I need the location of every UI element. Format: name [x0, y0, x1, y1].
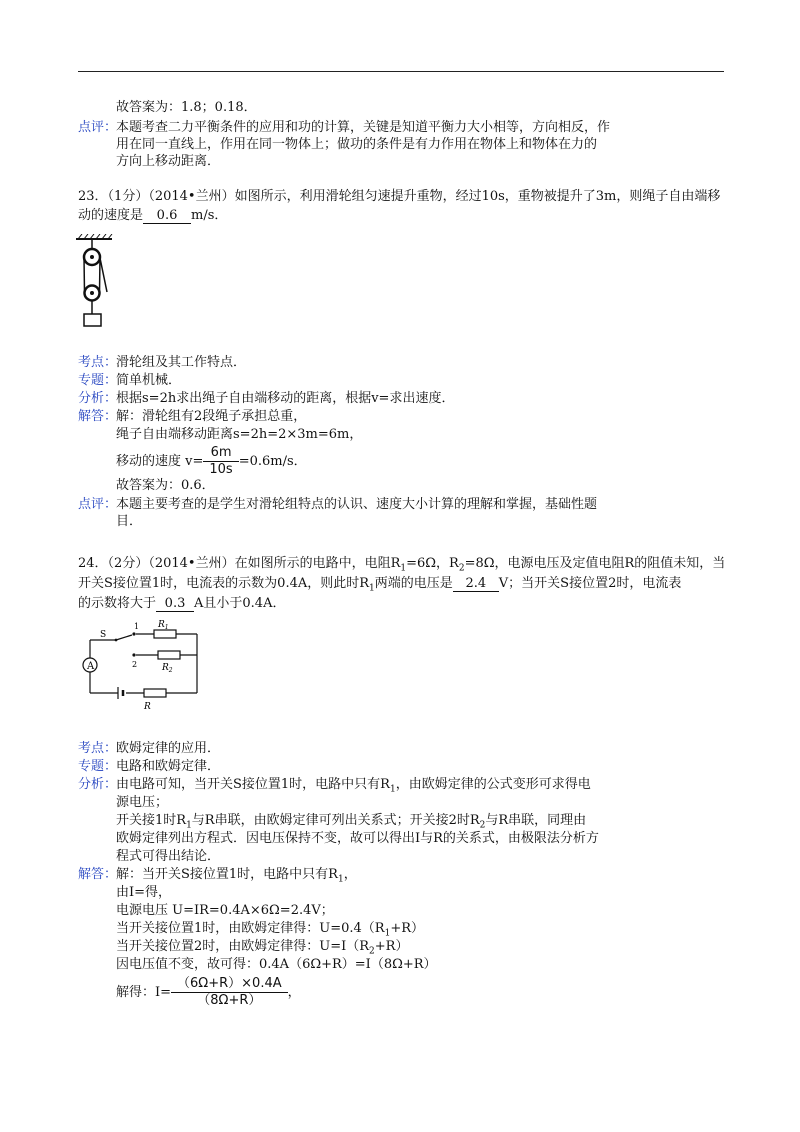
prev-comment-line: 用在同一直线上，作用在同一物体上；做功的条件是有力作用在物体上和物体在力的 — [116, 137, 598, 152]
q23-fenxi-tag: 分析： — [78, 391, 118, 406]
q24-kaodian-tag: 考点： — [78, 741, 118, 756]
q23-answer-blank: 0.6 — [143, 209, 191, 224]
q23-zhuanti: 简单机械． — [116, 373, 182, 388]
prev-comment-tag: 点评： — [78, 120, 118, 135]
q23-dianping-line: 本题主要考查的是学生对滑轮组特点的认识、速度大小计算的理解和掌握，基础性题 — [116, 497, 598, 512]
q24-fenxi-line1: 由电路可知，当开关S接位置1时，电路中只有$R_1$，由欧姆定律的公式变形可求得电 — [116, 777, 591, 795]
header-rule — [78, 71, 724, 72]
q24-zhuanti: 电路和欧姆定律． — [116, 759, 221, 774]
prev-comment-line: 本题考查二力平衡条件的应用和功的计算，关键是知道平衡力大小相等，方向相反，作 — [116, 120, 611, 135]
switch-position-2: 2 — [132, 660, 138, 669]
q24-jieda-line3: 电源电压 U=IR=0.4A×6Ω=2.4V； — [116, 903, 334, 918]
q23-dianping-line: 目． — [116, 514, 143, 529]
prev-comment-line: 方向上移动距离． — [116, 154, 221, 169]
q23-stem-line1: 23．（1分）（2014•兰州）如图所示，利用滑轮组匀速提升重物，经过10s，重物被提升了3m，则绳子自由端移 — [78, 189, 721, 204]
q24-final-formula: 解得：I= $\frac{(6\Omega+R)\times 0.4A}{(8\Omega+R)}$ ， — [116, 976, 301, 1008]
pulley-diagram — [74, 234, 118, 330]
q24-zhuanti-tag: 专题： — [78, 759, 118, 774]
q23-dianping-tag: 点评： — [78, 497, 118, 512]
q24-jieda-line2: 由I=得， — [116, 885, 172, 900]
q23-jieda-tag: 解答： — [78, 409, 118, 424]
switch-position-1: 1 — [134, 622, 140, 631]
q24-answer-blank-1: 2.4 — [453, 577, 499, 592]
prev-answer: 故答案为：1.8；0.18． — [116, 100, 257, 115]
speed-fraction: $\frac{6m}{10s}$ — [203, 445, 238, 478]
q23-jieda-line: 解：滑轮组有2段绳子承担总重， — [116, 409, 307, 424]
ammeter-label: A — [87, 661, 95, 672]
r1-label: $R_1$ — [158, 620, 169, 631]
current-fraction: $\frac{(6\Omega+R)\times 0.4A}{(8\Omega+R)}$ — [171, 976, 288, 1009]
q23-fenxi: 根据s=2h求出绳子自由端移动的距离，根据v=求出速度． — [116, 391, 455, 406]
q23-speed-formula: 移动的速度 v= $\frac{6m}{10s}$ =0.6m/s． — [116, 445, 307, 477]
r-label: R — [144, 702, 151, 712]
q24-stem-line1: 24．（2分）（2014•兰州）在如图所示的电路中，电阻$R_1=6\Omega$，$R_2=8\Omega$，电源电压及定值电阻R的阻值未知，当 — [78, 556, 726, 574]
switch-label: S — [100, 630, 107, 640]
q23-zhuanti-tag: 专题： — [78, 373, 118, 388]
q24-kaodian: 欧姆定律的应用． — [116, 741, 221, 756]
q23-answer: 故答案为：0.6． — [116, 478, 215, 493]
q24-stem-line3: 的示数将大于 0.3 A且小于0.4A． — [78, 596, 286, 611]
r2-label: $R_2$ — [162, 663, 173, 674]
q24-jieda-line5: 当开关接位置2时，由欧姆定律得：$U=I(R_2+R)$ — [116, 939, 409, 957]
q24-stem-line2: 开关S接位置1时，电流表的示数为0.4A，则此时$R_1$两端的电压是 2.4 V；当开关S接位置2时，电流表 — [78, 576, 682, 594]
q24-fenxi-tag: 分析： — [78, 777, 118, 792]
q24-jieda-tag: 解答： — [78, 867, 118, 882]
q23-kaodian-tag: 考点： — [78, 355, 118, 370]
q23-stem-line2: 动的速度是 0.6 m/s． — [78, 208, 228, 223]
q24-answer-blank-2: 0.3 — [156, 597, 194, 612]
q24-jieda-line4: 当开关接位置1时，由欧姆定律得：$U=0.4(R_1+R)$ — [116, 921, 425, 939]
q24-fenxi-line5: 程式可得出结论． — [116, 849, 221, 864]
q24-jieda-line6: 因电压值不变，故可得：0.4A（6Ω+R）=I（8Ω+R） — [116, 957, 437, 972]
q24-fenxi-line4: 欧姆定律列出方程式．因电压保持不变，故可以得出I与R的关系式，由极限法分析方 — [116, 831, 599, 846]
circuit-diagram — [76, 618, 206, 712]
q23-kaodian: 滑轮组及其工作特点． — [116, 355, 247, 370]
q23-jieda-line: 绳子自由端移动距离s=2h=2×3m=6m， — [116, 427, 363, 442]
q24-jieda-line1: 解：当开关S接位置1时，电路中只有$R_1$， — [116, 867, 357, 885]
q24-fenxi-line2: 源电压； — [116, 795, 169, 810]
q24-fenxi-line3: 开关接1时$R_1$与R串联，由欧姆定律可列出关系式；开关接2时$R_2$与R串联，同理由 — [116, 813, 587, 831]
